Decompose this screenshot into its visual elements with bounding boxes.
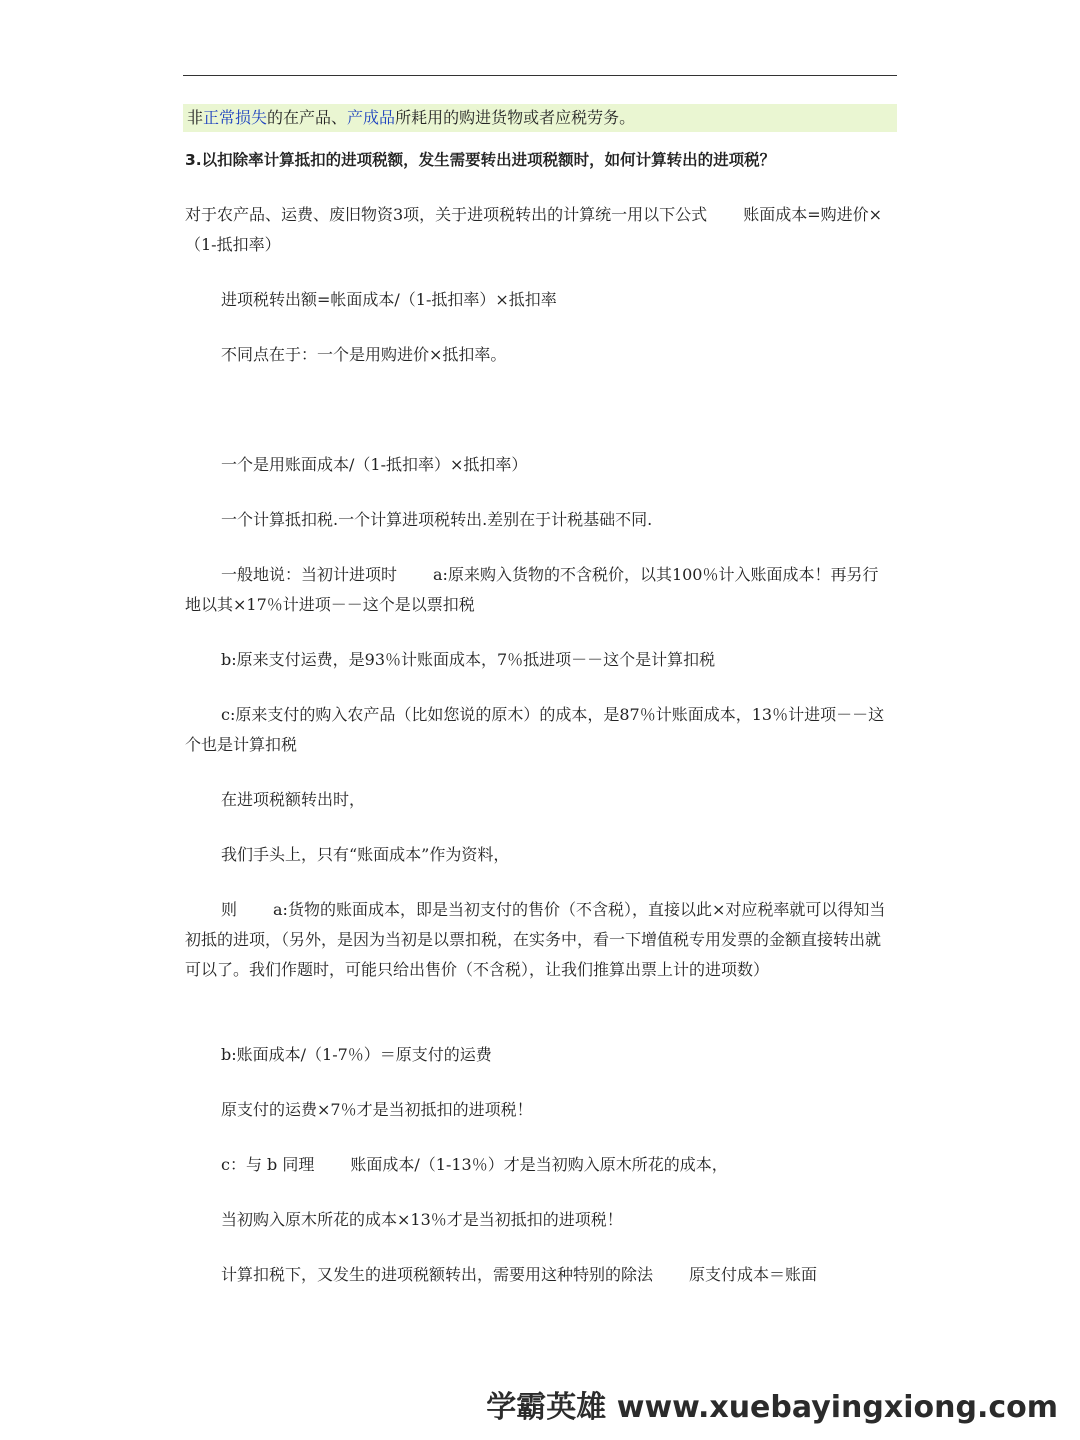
paragraph-basis-difference: 一个计算抵扣税.一个计算进项税转出.差别在于计税基础不同. xyxy=(221,510,653,529)
paragraph-agricultural: c:原来支付的购入农产品（比如您说的原木）的成本，是87％计账面成本，13％计进项－－这个也是计算扣税 xyxy=(185,705,885,754)
p16-text-a: 计算扣税下，又发生的进项税额转出，需要用这种特别的除法 xyxy=(221,1265,654,1284)
highlight-pre: 非 xyxy=(187,108,204,127)
p14-text-b: 账面成本/（1-13％）才是当初购入原木所花的成本， xyxy=(350,1155,728,1174)
paragraph-book-cost: 我们手头上，只有“账面成本”作为资料， xyxy=(221,845,510,864)
paragraph-transfer-formula: 进项税转出额=帐面成本/（1-抵扣率）×抵扣率 xyxy=(221,290,557,309)
question-heading: 3.以扣除率计算抵扣的进项税额，发生需要转出进项税额时，如何计算转出的进项税？ xyxy=(185,151,776,169)
link-abnormal-loss[interactable]: 正常损失 xyxy=(203,108,268,127)
link-finished-goods[interactable]: 产成品 xyxy=(347,108,396,127)
paragraph-freight: b:原来支付运费，是93％计账面成本，7％抵进项－－这个是计算扣税 xyxy=(221,650,716,669)
header-rule xyxy=(183,75,897,76)
paragraph-case-b: b:账面成本/（1-7％）＝原支付的运费 xyxy=(221,1045,492,1064)
highlight-post: 所耗用的购进货物或者应税劳务。 xyxy=(395,108,636,127)
paragraph-transfer-time: 在进项税额转出时， xyxy=(221,790,366,809)
p6-text-b: a:原来购入货物的不含税价，以其100％计入账面成本！再另行地以其×17％计进项－－这个是以票扣税 xyxy=(185,565,879,614)
p16-text-b: 原支付成本＝账面 xyxy=(689,1265,818,1284)
p11-text-a: 则 xyxy=(221,900,238,919)
paragraph-other-method: 一个是用账面成本/（1-抵扣率）×抵扣率） xyxy=(221,455,528,474)
paragraph-freight-tax: 原支付的运费×7％才是当初抵扣的进项税！ xyxy=(221,1100,533,1119)
paragraph-difference: 不同点在于：一个是用购进价×抵扣率。 xyxy=(221,345,507,364)
paragraph-case-c xyxy=(185,1150,890,1180)
paragraph-formula-intro xyxy=(185,200,890,260)
p11-text-b: a:货物的账面成本，即是当初支付的售价（不含税），直接以此×对应税率就可以得知当初抵的进项，（另外，是因为当初是以票扣税，在实务中，看一下增值税专用发票的金额直接转出就可以了。我们作题时，可能只给出售价（不含税），让我们推算出票上计的进项数） xyxy=(185,900,886,979)
paragraph-log-tax: 当初购入原木所花的成本×13％才是当初抵扣的进项税！ xyxy=(221,1210,623,1229)
p1-text-a: 对于农产品、运费、废旧物资3项，关于进项税转出的计算统一用以下公式 xyxy=(185,205,708,224)
p14-text-a: c：与 b 同理 xyxy=(221,1155,315,1174)
highlight-mid: 的在产品、 xyxy=(267,108,348,127)
site-watermark: 学霸英雄 www.xuebayingxiong.com xyxy=(486,1390,1058,1425)
paragraph-division xyxy=(185,1260,890,1290)
paragraph-case-a xyxy=(185,895,890,985)
p6-text-a: 一般地说：当初计进项时 xyxy=(221,565,398,584)
p1-text-b: 账面成本=购进价×（1-抵扣率） xyxy=(185,205,883,254)
highlighted-line xyxy=(183,104,897,132)
paragraph-general xyxy=(185,560,890,620)
